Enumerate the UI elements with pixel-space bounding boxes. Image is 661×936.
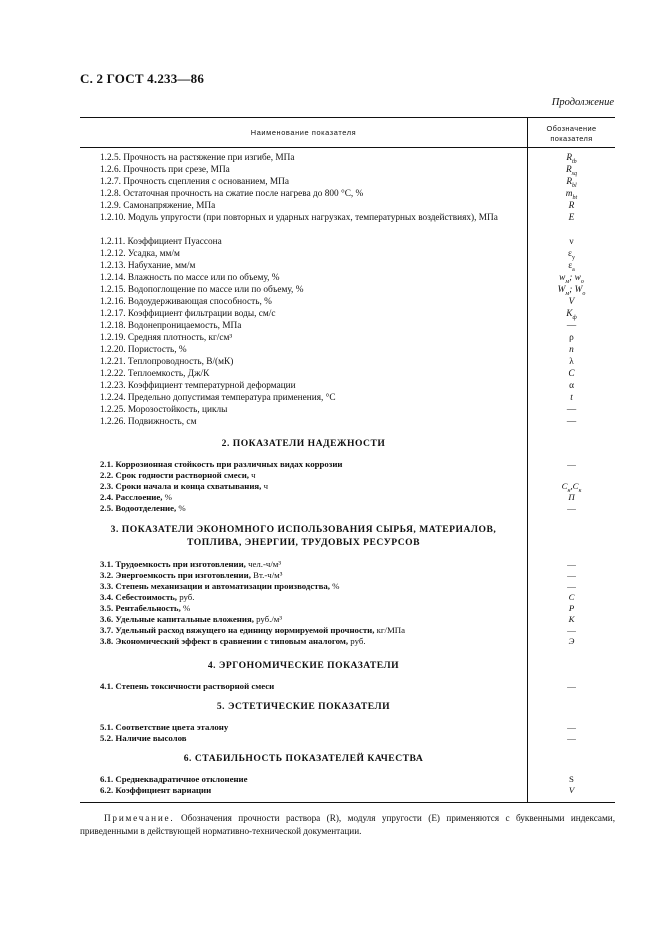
row-symbol: —	[567, 559, 576, 569]
row-name: 1.2.5. Прочность на растяжение при изгибе, МПа	[100, 153, 295, 163]
row-title: Коэффициент вариации	[115, 785, 212, 795]
note-label: Примечание.	[104, 813, 175, 823]
row-unit: руб.	[177, 592, 195, 602]
row-name: 1.2.9. Самонапряжение, МПа	[100, 201, 216, 211]
row-name	[100, 625, 525, 636]
row-name: 1.2.10. Модуль упругости (при повторных и ударных нагрузках, температурных воздействиях), МПа	[100, 213, 498, 223]
row-name: 1.2.7. Прочность сцепления с основанием, МПа	[100, 177, 290, 187]
continuation-label: Продолжение	[551, 97, 614, 108]
row-symbol: $m_{bt}$	[565, 189, 578, 201]
row-symbol: П	[568, 492, 575, 502]
row-symbol: C	[568, 369, 575, 379]
row-symbol: K	[568, 614, 575, 624]
row-name: 1.2.23. Коэффициент температурной деформации	[100, 381, 296, 391]
row-number: 2.2.	[100, 470, 114, 480]
column-header-symbol	[528, 124, 615, 144]
row-unit: руб.	[348, 636, 366, 646]
row-symbol: $R_{bl}$	[566, 177, 577, 189]
row-title: Рентабельность,	[115, 603, 181, 613]
row-number: 3.6.	[100, 614, 114, 624]
row-symbol: Э	[568, 636, 575, 646]
row-symbol: —	[567, 581, 576, 591]
note-text: Обозначения прочности раствора (R), модуля упругости (E) применяются с буквенными индексами, приведенными в действующей нормативно-технической документации.	[80, 813, 615, 836]
row-name	[100, 722, 525, 733]
row-name	[100, 681, 525, 692]
row-title: Трудоемкость при изготовлении,	[115, 559, 246, 569]
row-name: 1.2.26. Подвижность, см	[100, 417, 197, 427]
row-name	[100, 492, 525, 503]
row-title: Удельный расход вяжущего на единицу нормируемой прочности,	[115, 625, 375, 635]
row-number: 6.1.	[100, 774, 114, 784]
row-symbol: —	[567, 570, 576, 580]
row-number: 3.4.	[100, 592, 114, 602]
row-symbol: ρ	[569, 333, 574, 343]
row-symbol: —	[566, 321, 577, 331]
row-name: 1.2.11. Коэффициент Пуассона	[100, 237, 222, 247]
row-title: Экономический эффект в сравнении с типовым аналогом,	[115, 636, 349, 646]
row-name: 1.2.15. Водопоглощение по массе или по объему, %	[100, 285, 304, 295]
row-unit: руб./м³	[253, 614, 282, 624]
row-symbol: —	[566, 405, 577, 415]
section-title-aesthetic: 5. ЭСТЕТИЧЕСКИЕ ПОКАЗАТЕЛИ	[216, 701, 391, 712]
row-title: Коррозионная стойкость при различных видах коррозии	[115, 459, 343, 469]
row-unit: %	[176, 503, 186, 513]
row-name	[100, 459, 525, 470]
row-symbol: ν	[569, 237, 574, 247]
row-number: 2.1.	[100, 459, 114, 469]
row-symbol: R	[568, 201, 575, 211]
row-name	[100, 481, 525, 492]
row-symbol: —	[567, 733, 576, 743]
row-number: 3.2.	[100, 570, 114, 580]
row-unit: ч	[261, 481, 268, 491]
row-number: 5.2.	[100, 733, 114, 743]
row-symbol: V	[568, 297, 575, 307]
table-top-rule	[80, 117, 615, 118]
row-name: 1.2.17. Коэффициент фильтрации воды, см/с	[100, 309, 276, 319]
row-symbol: —	[567, 722, 576, 732]
row-title: Водоотделение,	[115, 503, 177, 513]
row-symbol: λ	[569, 357, 574, 367]
row-title: Сроки начала и конца схватывания,	[115, 481, 262, 491]
row-title: Степень токсичности растворной смеси	[115, 681, 275, 691]
row-title: Срок годности растворной смеси,	[115, 470, 249, 480]
row-symbol: $\varepsilon_y$	[568, 249, 575, 261]
row-unit: %	[180, 603, 191, 613]
section-title-economy: 3. ПОКАЗАТЕЛИ ЭКОНОМНОГО ИСПОЛЬЗОВАНИЯ СЫРЬЯ, МАТЕРИАЛОВ,	[110, 524, 497, 535]
row-title: Среднеквадратичное отклонение	[115, 774, 248, 784]
section-title-economy-line2: ТОПЛИВА, ЭНЕРГИИ, ТРУДОВЫХ РЕСУРСОВ	[186, 537, 421, 548]
row-title: Соответствие цвета эталону	[115, 722, 229, 732]
row-symbol: α	[569, 381, 574, 391]
row-name: 1.2.13. Набухание, мм/м	[100, 261, 196, 271]
row-symbol: C	[568, 592, 575, 602]
row-number: 6.2.	[100, 785, 114, 795]
row-name: 1.2.16. Водоудерживающая способность, %	[100, 297, 272, 307]
row-symbol: V	[568, 785, 575, 795]
row-name: 1.2.18. Водонепроницаемость, МПа	[100, 321, 242, 331]
row-name: 1.2.12. Усадка, мм/м	[100, 249, 180, 259]
row-symbol: n	[569, 345, 574, 355]
row-name	[100, 785, 525, 796]
row-symbol: $\varepsilon_a$	[568, 261, 575, 273]
row-name: 1.2.20. Пористость, %	[100, 345, 187, 355]
row-number: 3.8.	[100, 636, 114, 646]
row-number: 4.1.	[100, 681, 114, 691]
column-header-symbol-line1: Обозначение	[546, 124, 597, 133]
row-title: Наличие высолов	[115, 733, 187, 743]
row-name	[100, 559, 525, 570]
row-symbol: —	[567, 503, 576, 513]
row-title: Энергоемкость при изготовлении,	[115, 570, 251, 580]
row-name	[100, 733, 525, 744]
column-header-symbol-line2: показателя	[550, 134, 593, 143]
section-title-reliability: 2. ПОКАЗАТЕЛИ НАДЕЖНОСТИ	[221, 438, 386, 449]
section-title-stability: 6. СТАБИЛЬНОСТЬ ПОКАЗАТЕЛЕЙ КАЧЕСТВА	[183, 753, 424, 764]
row-symbol: $K_ф$	[566, 309, 577, 321]
section-title-ergonomic: 4. ЭРГОНОМИЧЕСКИЕ ПОКАЗАТЕЛИ	[207, 660, 400, 671]
row-name	[100, 603, 525, 614]
row-name	[100, 636, 525, 647]
row-number: 3.3.	[100, 581, 114, 591]
row-unit: кг/МПа	[374, 625, 406, 635]
row-name	[100, 592, 525, 603]
row-symbol: —	[567, 459, 576, 469]
row-name: 1.2.14. Влажность по массе или по объему, %	[100, 273, 280, 283]
row-title: Степень механизации и автоматизации производства,	[115, 581, 330, 591]
row-symbol: P	[568, 603, 575, 613]
row-title: Себестоимость,	[115, 592, 177, 602]
column-header-name: Наименование показателя	[250, 128, 357, 137]
row-unit: %	[162, 492, 172, 502]
row-name: 1.2.22. Теплоемкость, Дж/К	[100, 369, 210, 379]
table-header-rule	[80, 147, 615, 148]
row-number: 5.1.	[100, 722, 114, 732]
row-name	[100, 570, 525, 581]
row-number: 2.5.	[100, 503, 114, 513]
row-name: 1.2.6. Прочность при срезе, МПа	[100, 165, 230, 175]
row-symbol: —	[567, 681, 576, 691]
row-name: 1.2.8. Остаточная прочность на сжатие после нагрева до 800 °С, %	[100, 189, 364, 199]
page-header-title: С. 2 ГОСТ 4.233—86	[80, 71, 205, 86]
row-symbol: S	[569, 774, 574, 784]
row-number: 2.3.	[100, 481, 114, 491]
row-name	[100, 581, 525, 592]
row-symbol: $w_м$; $w_о$	[559, 273, 584, 285]
row-unit: чел.-ч/м³	[245, 559, 282, 569]
row-name	[100, 470, 525, 481]
row-number: 3.1.	[100, 559, 114, 569]
row-symbol: $W_м$; $W_о$	[557, 285, 586, 297]
row-name: 1.2.19. Средняя плотность, кг/см³	[100, 333, 233, 343]
row-symbol: —	[566, 417, 577, 427]
row-title: Расслоение,	[115, 492, 163, 502]
row-name	[100, 614, 525, 625]
row-title: Удельные капитальные вложения,	[115, 614, 254, 624]
row-unit: Вт.-ч/м³	[250, 570, 283, 580]
row-unit: %	[329, 581, 340, 591]
row-symbol: $R_{tb}$	[566, 153, 577, 165]
row-name: 1.2.24. Предельно допустимая температура применения, °С	[100, 393, 336, 403]
row-name	[100, 774, 525, 785]
row-number: 3.7.	[100, 625, 114, 635]
row-symbol: E	[568, 213, 575, 223]
row-symbol: —	[567, 625, 576, 635]
row-name	[100, 503, 525, 514]
row-number: 2.4.	[100, 492, 114, 502]
row-name: 1.2.21. Теплопроводность, В/(мК)	[100, 357, 234, 367]
row-name: 1.2.25. Морозостойкость, циклы	[100, 405, 228, 415]
table-note	[80, 812, 615, 838]
table-bottom-rule	[80, 802, 615, 803]
row-symbol: t	[570, 393, 573, 403]
row-number: 3.5.	[100, 603, 114, 613]
row-symbol: $R_{sq}$	[565, 165, 578, 177]
row-unit: ч	[248, 470, 256, 480]
row-symbol: $C_н,C_к$	[561, 481, 582, 494]
